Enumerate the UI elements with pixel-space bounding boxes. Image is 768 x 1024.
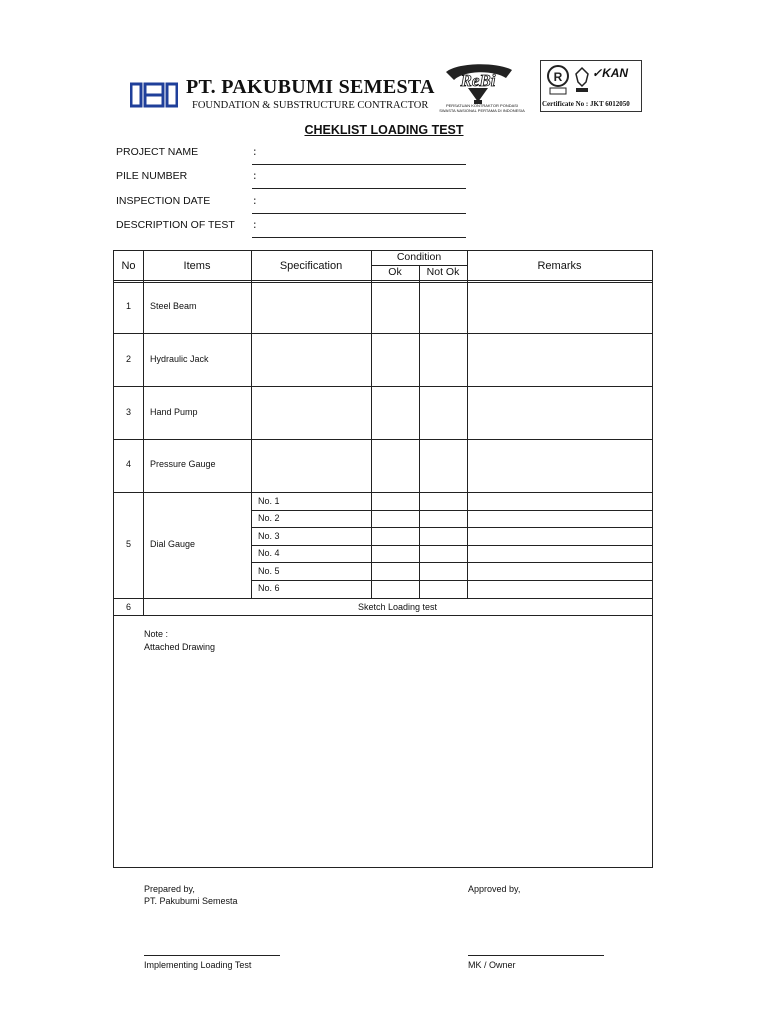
- dial-line-4: [251, 562, 652, 563]
- row-6-no: 6: [125, 602, 131, 612]
- pile-number-field[interactable]: [252, 188, 466, 189]
- note-label: Note :: [144, 629, 169, 639]
- dial-gauge-5: No. 5: [258, 566, 280, 576]
- document-title: CHEKLIST LOADING TEST: [304, 123, 464, 137]
- header-no: No: [121, 260, 136, 272]
- checklist-table: [113, 250, 653, 868]
- project-name-colon: :: [253, 146, 257, 158]
- col-divider-no: [143, 251, 144, 615]
- certificate-number: Certificate No : JKT 6012050: [542, 100, 630, 108]
- dial-line-5: [251, 580, 652, 581]
- inspection-date-field[interactable]: [252, 213, 466, 214]
- prepared-by-label: Prepared by,: [144, 884, 195, 894]
- row-1-no: 1: [125, 301, 131, 311]
- row-2-no: 2: [125, 354, 131, 364]
- dial-line-1: [251, 510, 652, 511]
- registered-icon: [544, 64, 572, 96]
- dial-line-2: [251, 527, 652, 528]
- row-line-5: [114, 598, 652, 599]
- dial-gauge-4: No. 4: [258, 548, 280, 558]
- kan-logo: ✓KAN: [592, 66, 629, 80]
- row-5-item: Dial Gauge: [150, 539, 196, 549]
- description-colon: :: [253, 219, 257, 231]
- kan-check-icon: ✓: [592, 66, 603, 80]
- dial-gauge-2: No. 2: [258, 513, 280, 523]
- prepared-by-company: PT. Pakubumi Semesta: [144, 896, 238, 906]
- sketch-row-label: Sketch Loading test: [357, 602, 438, 612]
- header-remarks: Remarks: [537, 260, 582, 272]
- row-line-2: [114, 386, 652, 387]
- row-line-1: [114, 333, 652, 334]
- header-not-ok: Not Ok: [426, 266, 460, 278]
- dial-gauge-6: No. 6: [258, 583, 280, 593]
- row-1-item: Steel Beam: [150, 301, 197, 311]
- approved-by-label: Approved by,: [468, 884, 521, 894]
- header-condition: Condition: [396, 251, 442, 263]
- description-label: DESCRIPTION OF TEST: [116, 219, 235, 231]
- col-divider-ok: [419, 265, 420, 598]
- row-line-3: [114, 439, 652, 440]
- row-4-no: 4: [125, 459, 131, 469]
- dial-gauge-1: No. 1: [258, 496, 280, 506]
- project-name-label: PROJECT NAME: [116, 146, 199, 158]
- company-name: PT. PAKUBUMI SEMESTA: [186, 76, 435, 98]
- left-signature-line[interactable]: [144, 955, 280, 956]
- row-2-item: Hydraulic Jack: [150, 354, 209, 364]
- header-ok: Ok: [388, 266, 402, 278]
- dial-line-3: [251, 545, 652, 546]
- project-name-field[interactable]: [252, 164, 466, 165]
- rebi-caption-2: SWASTA NASIONAL PERTAMA DI INDONESIA: [439, 108, 525, 113]
- company-subtitle: FOUNDATION & SUBSTRUCTURE CONTRACTOR: [192, 100, 429, 111]
- pile-number-label: PILE NUMBER: [116, 170, 188, 182]
- header-bottom-line: [114, 280, 652, 281]
- rebi-caption-1: PERSATUAN KONTRAKTOR PONDASI: [445, 103, 519, 108]
- row-line-4: [114, 492, 652, 493]
- row-3-item: Hand Pump: [150, 407, 198, 417]
- right-signature-line[interactable]: [468, 955, 604, 956]
- ukas-icon: [574, 66, 590, 94]
- right-signature-label: MK / Owner: [468, 960, 516, 970]
- pile-number-colon: :: [253, 170, 257, 182]
- row-line-6: [114, 615, 652, 616]
- inspection-date-label: INSPECTION DATE: [116, 195, 211, 207]
- header-double-line: [114, 282, 652, 283]
- description-field[interactable]: [252, 237, 466, 238]
- header-specification: Specification: [279, 260, 343, 272]
- left-signature-label: Implementing Loading Test: [144, 960, 252, 970]
- company-logo-mark: [130, 82, 178, 108]
- row-4-item: Pressure Gauge: [150, 459, 216, 469]
- header-items: Items: [183, 260, 211, 272]
- note-text: Attached Drawing: [144, 642, 216, 652]
- row-5-no: 5: [125, 539, 131, 549]
- svg-text:R: R: [553, 70, 563, 84]
- row-3-no: 3: [125, 407, 131, 417]
- dial-gauge-3: No. 3: [258, 531, 280, 541]
- inspection-date-colon: :: [253, 195, 257, 207]
- rebi-logo-text: ReBi: [460, 71, 496, 90]
